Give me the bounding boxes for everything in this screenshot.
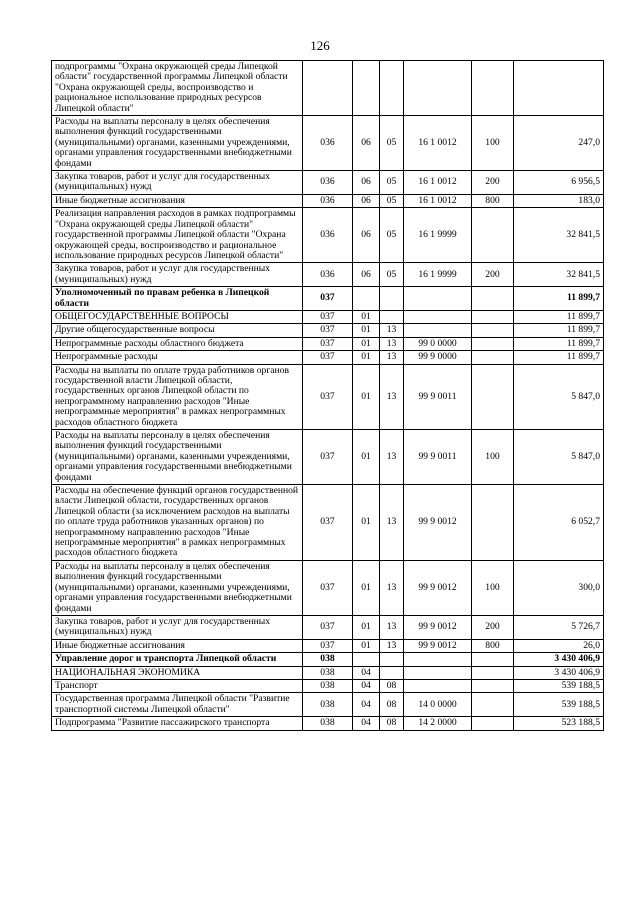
row-expense-type: [472, 666, 514, 679]
row-amount: 11 899,7: [514, 337, 604, 350]
row-admin-code: 038: [303, 666, 353, 679]
row-amount: 32 841,5: [514, 208, 604, 263]
row-name: Управление дорог и транспорта Липецкой области: [52, 653, 303, 666]
table-row: [52, 194, 604, 207]
table-row: [52, 61, 604, 116]
row-target-article: 16 1 0012: [404, 116, 472, 171]
table-row: [52, 653, 604, 666]
row-expense-type: 800: [472, 194, 514, 207]
row-name: Иные бюджетные ассигнования: [52, 639, 303, 652]
row-target-article: 16 1 9999: [404, 263, 472, 287]
row-subsection-code: 05: [380, 194, 404, 207]
row-name: Подпрограмма "Развитие пассажирского транспорта: [52, 717, 303, 730]
row-subsection-code: 08: [380, 717, 404, 730]
row-expense-type: 200: [472, 615, 514, 639]
row-name: НАЦИОНАЛЬНАЯ ЭКОНОМИКА: [52, 666, 303, 679]
table-row: [52, 679, 604, 692]
row-expense-type: [472, 679, 514, 692]
row-amount: 3 430 406,9: [514, 653, 604, 666]
table-row: [52, 263, 604, 287]
row-admin-code: 037: [303, 324, 353, 337]
row-subsection-code: 13: [380, 560, 404, 615]
row-section-code: 06: [353, 116, 380, 171]
row-amount: 11 899,7: [514, 310, 604, 323]
row-name: Расходы на обеспечение функций органов государственной власти Липецкой области, государственных органов Липецкой области (за исключением расходов на выплаты по оплате труда работников указанных органов) по непрограммному направлению расходов "Иные непрограммные мероприятия" в рамках непрограммных расходов областного бюджета: [52, 485, 303, 561]
row-subsection-code: 08: [380, 679, 404, 692]
row-admin-code: 037: [303, 560, 353, 615]
table-row: [52, 615, 604, 639]
row-admin-code: 036: [303, 171, 353, 195]
row-expense-type: [472, 717, 514, 730]
row-section-code: 01: [353, 351, 380, 364]
row-expense-type: [472, 310, 514, 323]
row-amount: 300,0: [514, 560, 604, 615]
row-target-article: 99 9 0000: [404, 351, 472, 364]
row-amount: 11 899,7: [514, 351, 604, 364]
row-admin-code: 037: [303, 615, 353, 639]
row-admin-code: 038: [303, 653, 353, 666]
row-target-article: [404, 310, 472, 323]
row-target-article: [404, 324, 472, 337]
row-name: Уполномоченный по правам ребенка в Липецкой области: [52, 287, 303, 311]
row-subsection-code: 13: [380, 485, 404, 561]
row-target-article: 99 9 0012: [404, 615, 472, 639]
row-subsection-code: [380, 287, 404, 311]
row-name: Непрограммные расходы областного бюджета: [52, 337, 303, 350]
row-section-code: 04: [353, 717, 380, 730]
row-target-article: 16 1 0012: [404, 194, 472, 207]
row-expense-type: [472, 324, 514, 337]
row-subsection-code: 08: [380, 693, 404, 717]
row-section-code: 01: [353, 485, 380, 561]
row-subsection-code: 13: [380, 337, 404, 350]
table-row: [52, 208, 604, 263]
table-row: [52, 287, 604, 311]
row-target-article: 99 9 0012: [404, 639, 472, 652]
row-amount: 32 841,5: [514, 263, 604, 287]
row-target-article: 99 9 0012: [404, 485, 472, 561]
row-admin-code: 038: [303, 679, 353, 692]
row-subsection-code: 13: [380, 430, 404, 485]
row-name: Реализация направления расходов в рамках подпрограммы "Охрана окружающей среды Липецкой области" государственной программы Липецкой области "Охрана окружающей среды, воспроизводство и рациональное использование природных ресурсов Липецкой области": [52, 208, 303, 263]
row-name: Закупка товаров, работ и услуг для государственных (муниципальных) нужд: [52, 263, 303, 287]
row-expense-type: [472, 337, 514, 350]
row-subsection-code: 05: [380, 171, 404, 195]
row-name: Расходы на выплаты по оплате труда работников органов государственной власти Липецкой области, государственных органов Липецкой области по непрограммному направлению расходов "Иные непрограммные мероприятия" в рамках непрограммных расходов областного бюджета: [52, 364, 303, 429]
row-target-article: [404, 679, 472, 692]
row-subsection-code: 05: [380, 263, 404, 287]
budget-table: [51, 60, 604, 731]
row-admin-code: 038: [303, 717, 353, 730]
row-target-article: [404, 287, 472, 311]
row-admin-code: 036: [303, 194, 353, 207]
row-name: Расходы на выплаты персоналу в целях обеспечения выполнения функций государственными (муниципальными) органами, казенными учреждениями, органами управления государственными внебюджетными фондами: [52, 560, 303, 615]
table-row: [52, 717, 604, 730]
row-subsection-code: 13: [380, 615, 404, 639]
row-subsection-code: 13: [380, 351, 404, 364]
row-expense-type: 100: [472, 430, 514, 485]
table-row: [52, 560, 604, 615]
row-admin-code: 036: [303, 116, 353, 171]
row-section-code: 01: [353, 364, 380, 429]
row-section-code: 04: [353, 693, 380, 717]
table-row: [52, 639, 604, 652]
row-section-code: 01: [353, 337, 380, 350]
row-admin-code: 037: [303, 351, 353, 364]
row-name: Закупка товаров, работ и услуг для государственных (муниципальных) нужд: [52, 171, 303, 195]
row-amount: 3 430 406,9: [514, 666, 604, 679]
row-section-code: 06: [353, 194, 380, 207]
row-target-article: 16 1 0012: [404, 171, 472, 195]
row-section-code: [353, 61, 380, 116]
row-amount: 6 956,5: [514, 171, 604, 195]
row-admin-code: 037: [303, 485, 353, 561]
row-subsection-code: 13: [380, 639, 404, 652]
table-row: [52, 337, 604, 350]
table-row: [52, 364, 604, 429]
row-amount: 523 188,5: [514, 717, 604, 730]
row-admin-code: 037: [303, 310, 353, 323]
row-expense-type: [472, 351, 514, 364]
row-expense-type: 200: [472, 263, 514, 287]
row-admin-code: 037: [303, 337, 353, 350]
row-expense-type: [472, 693, 514, 717]
row-target-article: 14 0 0000: [404, 693, 472, 717]
budget-table-body: [52, 61, 604, 731]
row-section-code: [353, 653, 380, 666]
table-row: [52, 324, 604, 337]
row-target-article: [404, 653, 472, 666]
row-amount: [514, 61, 604, 116]
row-expense-type: 100: [472, 560, 514, 615]
row-section-code: 06: [353, 263, 380, 287]
row-admin-code: 038: [303, 693, 353, 717]
row-expense-type: [472, 364, 514, 429]
row-admin-code: 036: [303, 263, 353, 287]
row-admin-code: 037: [303, 287, 353, 311]
row-admin-code: 037: [303, 639, 353, 652]
row-target-article: 99 0 0000: [404, 337, 472, 350]
row-name: ОБЩЕГОСУДАРСТВЕННЫЕ ВОПРОСЫ: [52, 310, 303, 323]
row-target-article: 14 2 0000: [404, 717, 472, 730]
row-expense-type: [472, 653, 514, 666]
row-amount: 247,0: [514, 116, 604, 171]
row-amount: 5 847,0: [514, 364, 604, 429]
row-amount: 539 188,5: [514, 679, 604, 692]
row-subsection-code: 13: [380, 324, 404, 337]
row-target-article: 99 9 0012: [404, 560, 472, 615]
row-amount: 11 899,7: [514, 324, 604, 337]
table-row: [52, 351, 604, 364]
row-name: подпрограммы "Охрана окружающей среды Липецкой области" государственной программы Липецкой области "Охрана окружающей среды, воспроизводство и рациональное использование природных ресурсов Липецкой области": [52, 61, 303, 116]
row-admin-code: [303, 61, 353, 116]
row-expense-type: [472, 61, 514, 116]
row-name: Закупка товаров, работ и услуг для государственных (муниципальных) нужд: [52, 615, 303, 639]
row-section-code: 06: [353, 171, 380, 195]
row-amount: 26,0: [514, 639, 604, 652]
table-row: [52, 171, 604, 195]
row-expense-type: [472, 485, 514, 561]
row-section-code: [353, 287, 380, 311]
row-expense-type: 200: [472, 171, 514, 195]
row-subsection-code: [380, 653, 404, 666]
row-target-article: 99 9 0011: [404, 430, 472, 485]
row-admin-code: 036: [303, 208, 353, 263]
table-row: [52, 430, 604, 485]
row-subsection-code: [380, 310, 404, 323]
row-name: Иные бюджетные ассигнования: [52, 194, 303, 207]
row-admin-code: 037: [303, 430, 353, 485]
row-subsection-code: 05: [380, 116, 404, 171]
row-subsection-code: [380, 61, 404, 116]
row-section-code: 06: [353, 208, 380, 263]
row-target-article: [404, 61, 472, 116]
row-section-code: 04: [353, 679, 380, 692]
row-expense-type: 100: [472, 116, 514, 171]
row-amount: 6 052,7: [514, 485, 604, 561]
row-admin-code: 037: [303, 364, 353, 429]
row-target-article: 99 9 0011: [404, 364, 472, 429]
row-amount: 183,0: [514, 194, 604, 207]
row-name: Расходы на выплаты персоналу в целях обеспечения выполнения функций государственными (муниципальными) органами, казенными учреждениями, органами управления государственными внебюджетными фондами: [52, 116, 303, 171]
row-name: Непрограммные расходы: [52, 351, 303, 364]
table-row: [52, 485, 604, 561]
row-target-article: 16 1 9999: [404, 208, 472, 263]
table-row: [52, 310, 604, 323]
row-subsection-code: 05: [380, 208, 404, 263]
row-section-code: 01: [353, 639, 380, 652]
row-amount: 539 188,5: [514, 693, 604, 717]
row-section-code: 04: [353, 666, 380, 679]
row-expense-type: 800: [472, 639, 514, 652]
row-name: Расходы на выплаты персоналу в целях обеспечения выполнения функций государственными (муниципальными) органами, казенными учреждениями, органами управления государственными внебюджетными фондами: [52, 430, 303, 485]
row-section-code: 01: [353, 430, 380, 485]
table-row: [52, 116, 604, 171]
page-number: 126: [310, 38, 330, 53]
row-section-code: 01: [353, 324, 380, 337]
row-subsection-code: [380, 666, 404, 679]
table-row: [52, 666, 604, 679]
row-amount: 5 726,7: [514, 615, 604, 639]
table-row: [52, 693, 604, 717]
row-target-article: [404, 666, 472, 679]
row-section-code: 01: [353, 615, 380, 639]
row-section-code: 01: [353, 560, 380, 615]
row-section-code: 01: [353, 310, 380, 323]
row-name: Государственная программа Липецкой области "Развитие транспортной системы Липецкой области": [52, 693, 303, 717]
row-amount: 11 899,7: [514, 287, 604, 311]
row-amount: 5 847,0: [514, 430, 604, 485]
row-subsection-code: 13: [380, 364, 404, 429]
row-name: Другие общегосударственные вопросы: [52, 324, 303, 337]
row-name: Транспорт: [52, 679, 303, 692]
row-expense-type: [472, 208, 514, 263]
row-expense-type: [472, 287, 514, 311]
